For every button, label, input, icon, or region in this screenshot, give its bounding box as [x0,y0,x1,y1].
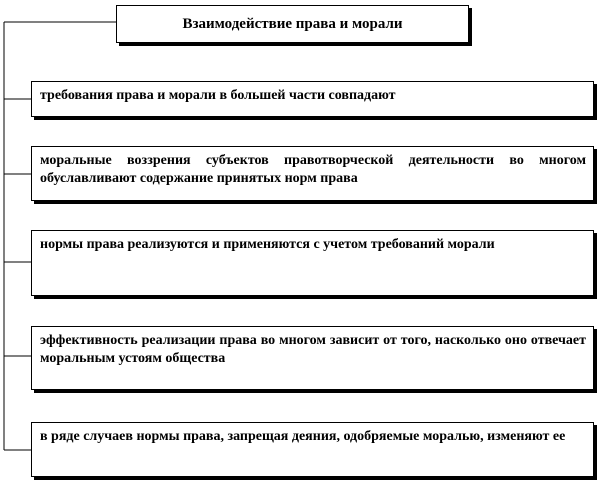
diagram-title: Взаимодействие права и морали [182,15,403,32]
item-box [31,326,594,390]
item-text: в ряде случаев нормы права, запрещая деяния, одобряемые моралью, изменяют ее [40,429,566,444]
title-box [116,5,469,43]
item-box [31,422,594,477]
item-text: эффективность реализации права во многом зависит от того, насколько оно отвечает моральным устоям общества [40,333,586,366]
item-box [31,230,594,296]
item-text: моральные воззрения субъектов правотворческой деятельности во многом обуславливают содержание принятых норм права [40,153,586,186]
item-box [31,81,594,117]
item-text: нормы права реализуются и применяются с учетом требований морали [40,237,495,252]
item-text: требования права и морали в большей части совпадают [40,88,396,103]
item-box [31,146,594,201]
